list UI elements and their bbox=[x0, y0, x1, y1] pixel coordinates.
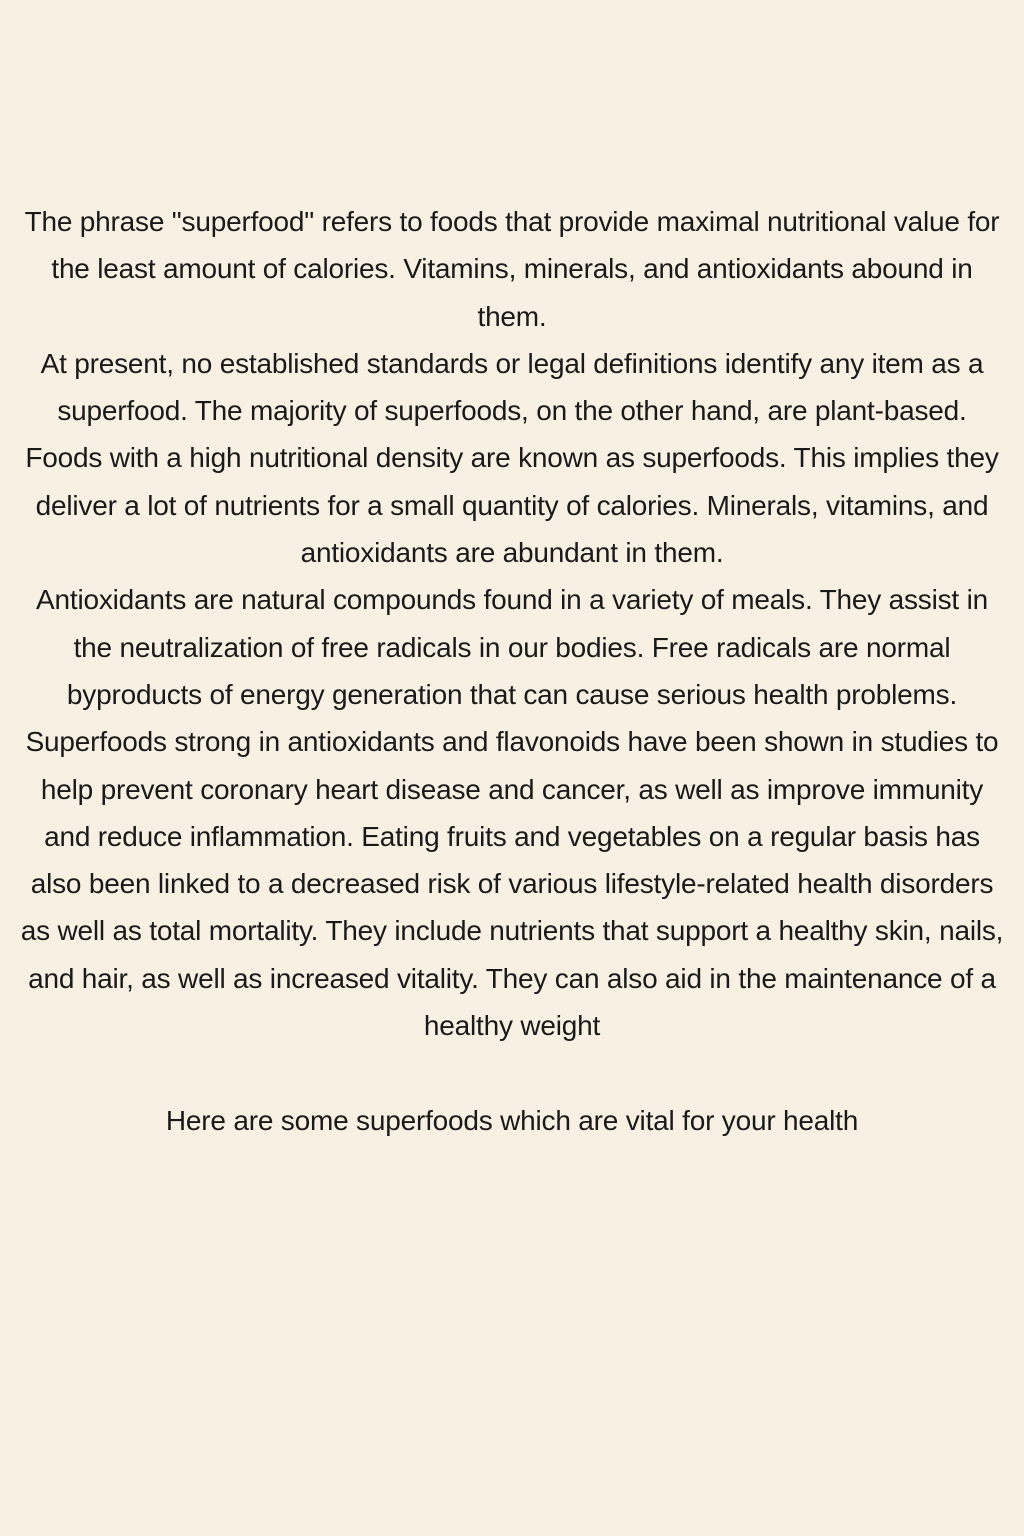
paragraph-superfood-definition: The phrase "superfood" refers to foods that provide maximal nutritional value for the least amount of calories. Vitamins, minerals, and antioxidants abound in them. bbox=[24, 206, 1000, 332]
paragraph-spacer bbox=[16, 1049, 1008, 1096]
paragraph-nutritional-density: Foods with a high nutritional density are known as superfoods. This implies they deliver a lot of nutrients for a small quantity of calories. Minerals, vitamins, and antioxidants are abundant in them. bbox=[25, 442, 999, 569]
body-text bbox=[16, 198, 1008, 1144]
paragraph-health-benefits: Superfoods strong in antioxidants and flavonoids have been shown in studies to help prevent coronary heart disease and cancer, as well as improve immunity and reduce inflammation. Eating fruits and vegetables on a regular basis has also been linked to a decreased risk of various lifestyle-related health disorders as well as total mortality. They include nutrients that support a healthy skin, nails, and hair, as well as increased vitality. They can also aid in the maintenance of a healthy weight bbox=[20, 726, 1004, 1042]
paragraph-no-legal-definition: At present, no established standards or legal definitions identify any item as a superfood. The majority of superfoods, on the other hand, are plant-based. bbox=[40, 347, 984, 427]
paragraph-antioxidants: Antioxidants are natural compounds found in a variety of meals. They assist in the neutralization of free radicals in our bodies. Free radicals are normal byproducts of energy generation that can cause serious health problems. bbox=[36, 584, 988, 710]
closing-line: Here are some superfoods which are vital for your health bbox=[165, 1104, 859, 1136]
